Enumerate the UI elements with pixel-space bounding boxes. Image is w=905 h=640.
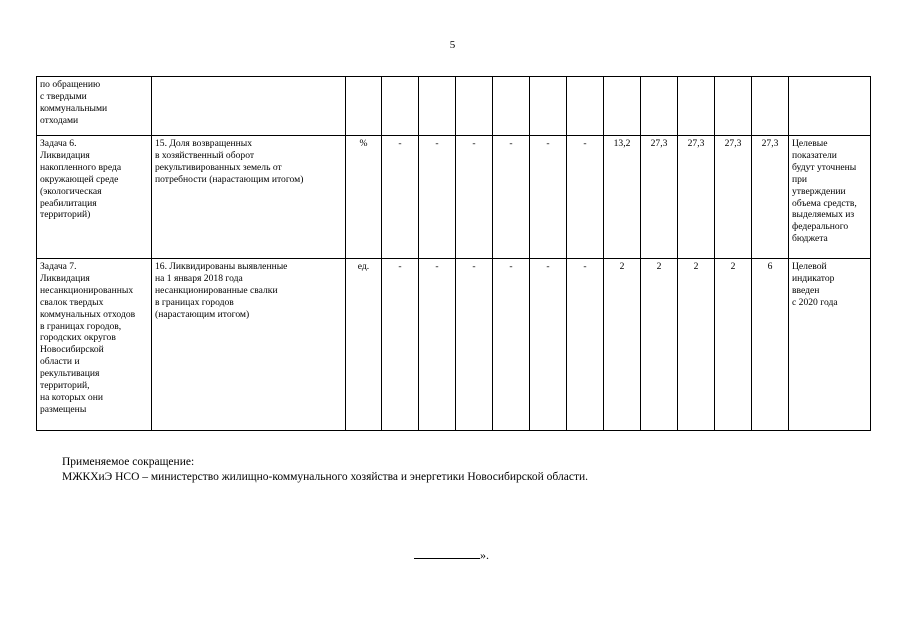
value-cell: -: [382, 136, 419, 259]
indicator-cell: 16. Ликвидированы выявленные на 1 января 2018 года несанкционированные свалки в границах городов (нарастающим итогом): [152, 259, 346, 431]
indicator-cell: 15. Доля возвращенных в хозяйственный оборот рекультивированных земель от потребности (нарастающим итогом): [152, 136, 346, 259]
value-cell: -: [567, 259, 604, 431]
page-number: 5: [449, 39, 456, 51]
value-cell: [641, 77, 678, 136]
signature-underline: [414, 548, 480, 559]
indicator-cell: [152, 77, 346, 136]
value-cell: 27,3: [715, 136, 752, 259]
value-cell: [530, 77, 567, 136]
value-cell: -: [493, 136, 530, 259]
value-cell: 2: [641, 259, 678, 431]
indicators-table: [36, 76, 871, 431]
task-cell: по обращению с твердыми коммунальными отходами: [37, 77, 152, 136]
value-cell: 27,3: [752, 136, 789, 259]
value-cell: -: [456, 136, 493, 259]
value-cell: [456, 77, 493, 136]
value-cell: -: [530, 136, 567, 259]
value-cell: [382, 77, 419, 136]
value-cell: -: [567, 136, 604, 259]
unit-cell: %: [346, 136, 382, 259]
value-cell: -: [419, 259, 456, 431]
value-cell: [419, 77, 456, 136]
value-cell: 27,3: [678, 136, 715, 259]
value-cell: -: [530, 259, 567, 431]
abbreviation-title: Применяемое сокращение:: [62, 456, 195, 468]
table-row: [37, 259, 871, 431]
unit-cell: ед.: [346, 259, 382, 431]
value-cell: [678, 77, 715, 136]
abbreviation-text: МЖКХиЭ НСО – министерство жилищно-коммунального хозяйства и энергетики Новосибирской области.: [62, 471, 588, 483]
value-cell: [567, 77, 604, 136]
closing-line: [414, 548, 489, 563]
note-cell: [789, 77, 871, 136]
value-cell: -: [493, 259, 530, 431]
value-cell: 2: [604, 259, 641, 431]
note-cell: Целевой индикатор введен с 2020 года: [789, 259, 871, 431]
value-cell: 13,2: [604, 136, 641, 259]
table-row: [37, 136, 871, 259]
unit-cell: [346, 77, 382, 136]
task-cell: Задача 7. Ликвидация несанкционированных свалок твердых коммунальных отходов в границах городов, городских округов Новосибирской области и рекультивация территорий, на которых они размещены: [37, 259, 152, 431]
value-cell: 27,3: [641, 136, 678, 259]
value-cell: [493, 77, 530, 136]
value-cell: 6: [752, 259, 789, 431]
value-cell: 2: [678, 259, 715, 431]
closing-mark: ».: [480, 548, 489, 562]
value-cell: [604, 77, 641, 136]
value-cell: [715, 77, 752, 136]
value-cell: -: [456, 259, 493, 431]
value-cell: -: [419, 136, 456, 259]
task-cell: Задача 6. Ликвидация накопленного вреда окружающей среде (экологическая реабилитация территорий): [37, 136, 152, 259]
value-cell: 2: [715, 259, 752, 431]
table-row: [37, 77, 871, 136]
value-cell: -: [382, 259, 419, 431]
note-cell: Целевые показатели будут уточнены при утверждении объема средств, выделяемых из федерального бюджета: [789, 136, 871, 259]
value-cell: [752, 77, 789, 136]
